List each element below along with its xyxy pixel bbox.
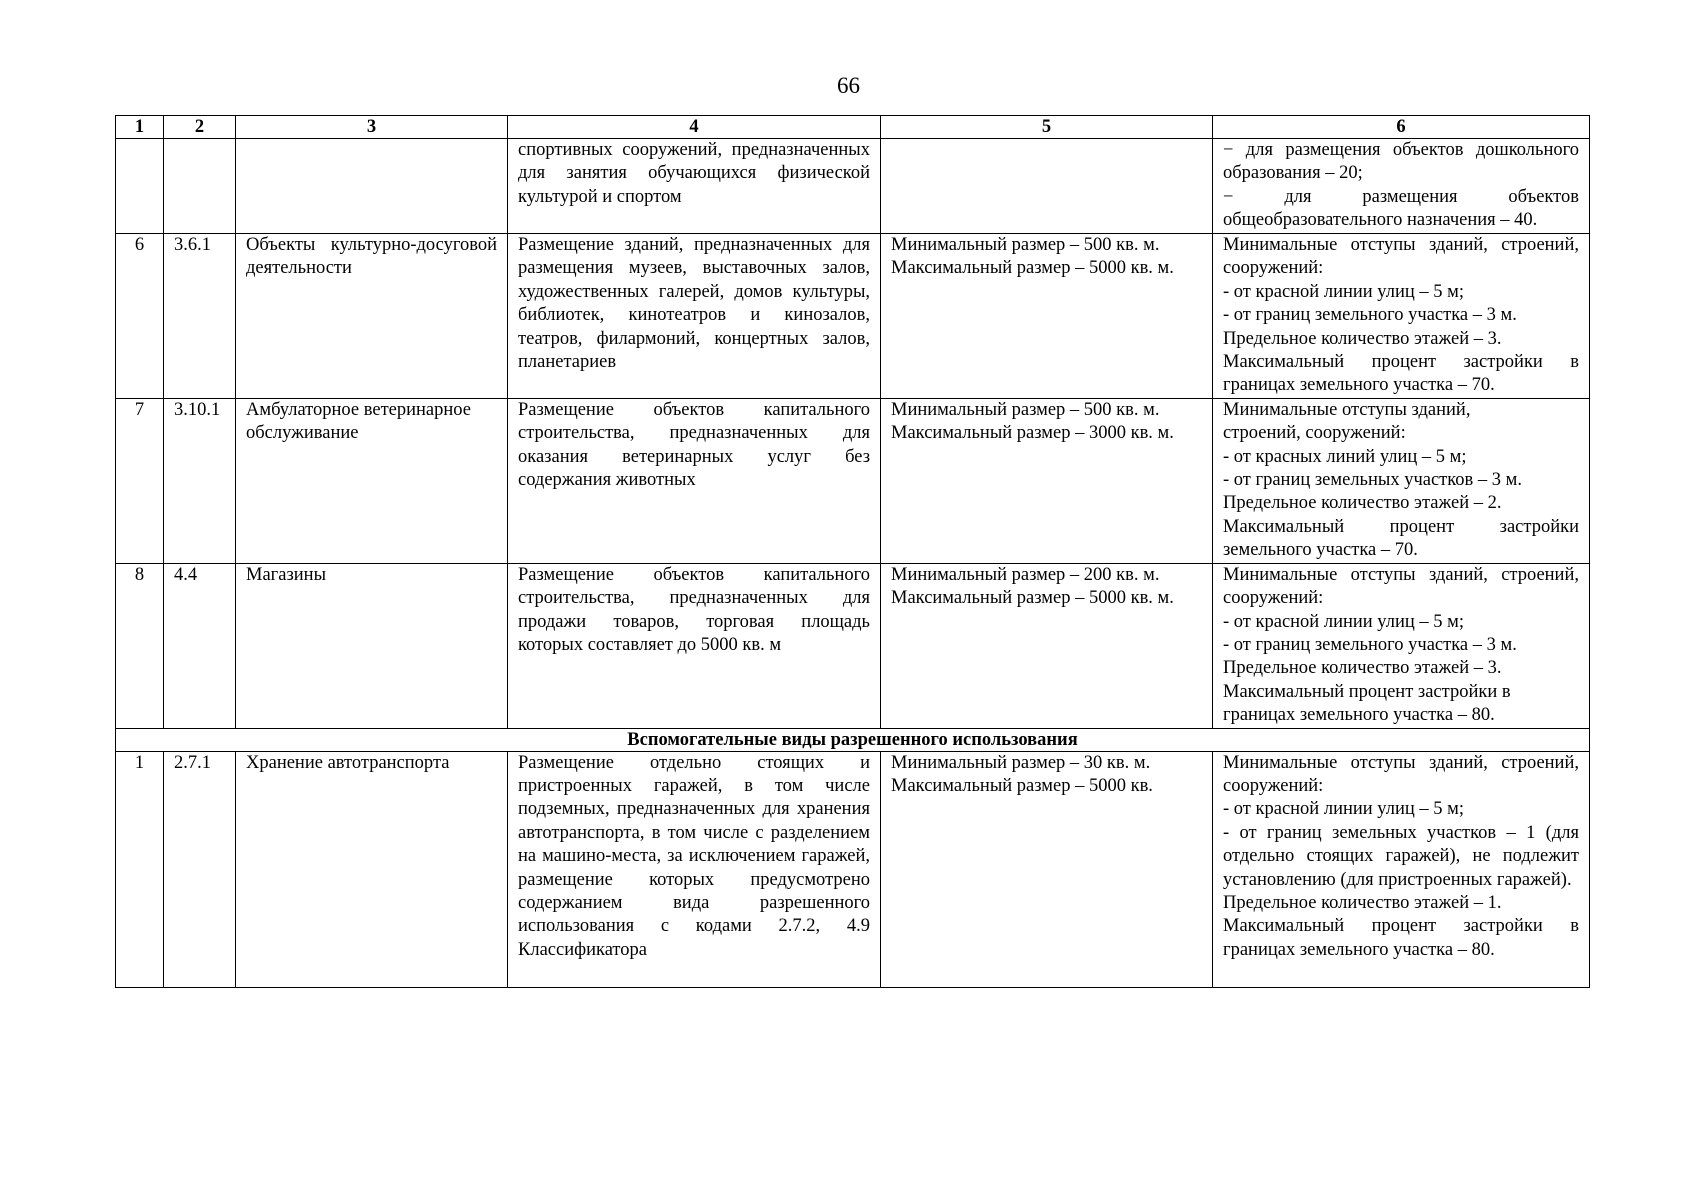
cell-code: 3.6.1 <box>164 234 236 399</box>
param-line: Предельное количество этажей – 3. <box>1223 658 1502 679</box>
page-number: 66 <box>837 73 860 98</box>
param-line: строений, сооружений: <box>1223 423 1406 444</box>
size-line: Максимальный размер – 5000 кв. <box>891 775 1153 796</box>
section-title: Вспомогательные виды разрешенного использования <box>116 728 1590 751</box>
cell-code: 3.10.1 <box>164 398 236 563</box>
param-line: Максимальный процент застройки в <box>1223 681 1511 702</box>
cell-no: 8 <box>116 563 164 728</box>
cell-no: 1 <box>116 751 164 987</box>
cell-params <box>1213 234 1590 399</box>
param-line: Минимальные отступы зданий, строений, сооружений: <box>1223 235 1579 279</box>
zoning-table <box>115 115 1590 988</box>
param-line: - от границ земельного участка – 3 м. <box>1223 305 1517 326</box>
cell-size <box>881 563 1213 728</box>
size-line: Минимальный размер – 500 кв. м. <box>891 399 1160 420</box>
cell-code: 4.4 <box>164 563 236 728</box>
param-line: - от границ земельного участка – 3 м. <box>1223 634 1517 655</box>
header-col-2: 2 <box>164 116 236 139</box>
param-line: − для размещения объектов дошкольного образования – 20; <box>1223 140 1579 184</box>
param-line: Минимальные отступы зданий, <box>1223 399 1471 420</box>
table-row <box>116 563 1590 728</box>
header-col-6: 6 <box>1213 116 1590 139</box>
param-line: Предельное количество этажей – 2. <box>1223 493 1502 514</box>
param-line: Максимальный процент застройки в границах земельного участка – 70. <box>1223 352 1579 396</box>
cell-description: Размещение зданий, предназначенных для размещения музеев, выставочных залов, художественных галерей, домов культуры, библиотек, кинотеатров и кинозалов, театров, филармоний, концертных залов, планетариев <box>508 234 881 399</box>
param-line: - от красных линий улиц – 5 м; <box>1223 446 1467 467</box>
cell-size <box>881 751 1213 987</box>
cell-code <box>164 139 236 234</box>
size-line: Минимальный размер – 200 кв. м. <box>891 564 1160 585</box>
param-line: Предельное количество этажей – 3. <box>1223 328 1502 349</box>
param-line: границах земельного участка – 80. <box>1223 705 1495 726</box>
table-row <box>116 398 1590 563</box>
header-row <box>116 116 1590 139</box>
table-row <box>116 751 1590 987</box>
header-col-5: 5 <box>881 116 1213 139</box>
cell-size <box>881 139 1213 234</box>
size-line: Максимальный размер – 5000 кв. м. <box>891 258 1174 279</box>
cell-size <box>881 398 1213 563</box>
cell-params <box>1213 139 1590 234</box>
cell-no <box>116 139 164 234</box>
table-row <box>116 234 1590 399</box>
cell-name: Амбулаторное ветеринарное обслуживание <box>236 398 508 563</box>
cell-name: Хранение автотранспорта <box>236 751 508 987</box>
header-col-3: 3 <box>236 116 508 139</box>
cell-params <box>1213 398 1590 563</box>
cell-description: Размещение отдельно стоящих и пристроенных гаражей, в том числе подземных, предназначенных для хранения автотранспорта, в том числе с разделением на машино-места, за исключением гаражей, размещение которых предусмотрено содержанием вида разрешенного использования с кодами 2.7.2, 4.9 Классификатора <box>508 751 881 987</box>
param-line: − для размещения объектов общеобразовательного назначения – 40. <box>1223 186 1579 231</box>
cell-no: 6 <box>116 234 164 399</box>
param-line: Предельное количество этажей – 1. <box>1223 892 1502 913</box>
header-col-1: 1 <box>116 116 164 139</box>
header-col-4: 4 <box>508 116 881 139</box>
size-line: Минимальный размер – 30 кв. м. <box>891 752 1151 773</box>
param-line: - от красной линии улиц – 5 м; <box>1223 611 1464 632</box>
param-line: - от красной линии улиц – 5 м; <box>1223 281 1464 302</box>
cell-name: Магазины <box>236 563 508 728</box>
cell-no: 7 <box>116 398 164 563</box>
cell-code: 2.7.1 <box>164 751 236 987</box>
cell-name: Объекты культурно-досуговой деятельности <box>236 234 508 399</box>
size-line: Максимальный размер – 3000 кв. м. <box>891 423 1174 444</box>
param-line: - от красной линии улиц – 5 м; <box>1223 799 1464 820</box>
cell-params <box>1213 751 1590 987</box>
size-line: Максимальный размер – 5000 кв. м. <box>891 588 1174 609</box>
section-row <box>116 728 1590 751</box>
param-line: Максимальный процент застройки в границах земельного участка – 80. <box>1223 916 1579 960</box>
cell-description: спортивных сооружений, предназначенных для занятия обучающихся физической культурой и спортом <box>508 139 881 234</box>
param-line: Минимальные отступы зданий, строений, сооружений: <box>1223 564 1579 609</box>
cell-size <box>881 234 1213 399</box>
param-line: Максимальный процент застройки земельного участка – 70. <box>1223 516 1579 561</box>
cell-description: Размещение объектов капитального строительства, предназначенных для продажи товаров, торговая площадь которых составляет до 5000 кв. м <box>508 563 881 728</box>
size-line: Минимальный размер – 500 кв. м. <box>891 235 1160 255</box>
param-line: - от границ земельных участков – 3 м. <box>1223 470 1522 491</box>
param-line: - от границ земельных участков – 1 (для отдельно стоящих гаражей), не подлежит установлению (для пристроенных гаражей). <box>1223 822 1579 890</box>
table-row <box>116 139 1590 234</box>
cell-name <box>236 139 508 234</box>
param-line: Минимальные отступы зданий, строений, сооружений: <box>1223 752 1579 796</box>
cell-description: Размещение объектов капитального строительства, предназначенных для оказания ветеринарных услуг без содержания животных <box>508 398 881 563</box>
cell-params <box>1213 563 1590 728</box>
